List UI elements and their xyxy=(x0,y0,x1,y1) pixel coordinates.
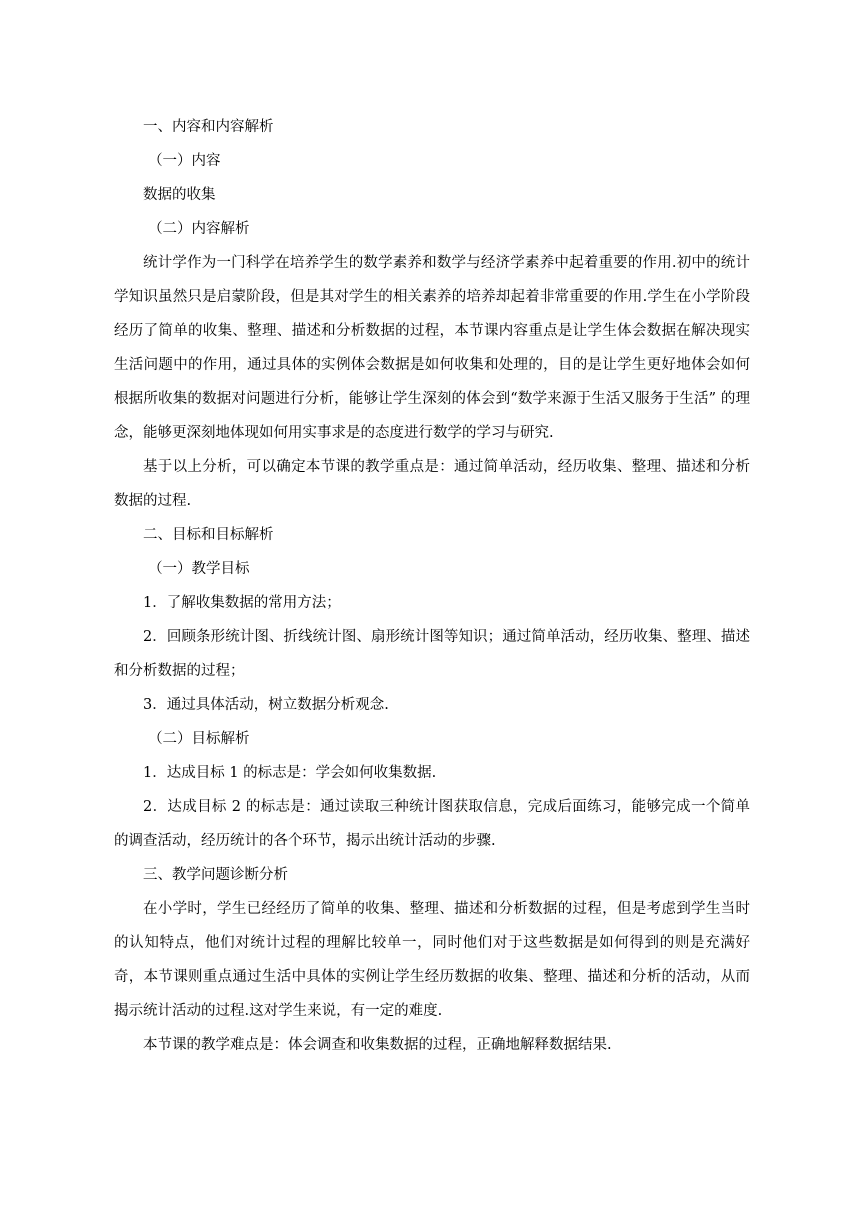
diagnosis-paragraph: 在小学时，学生已经经历了简单的收集、整理、描述和分析数据的过程，但是考虑到学生当时的认知特点，他们对统计过程的理解比较单一，同时他们对于这些数据是如何得到的则是充满好奇，本节课则重点通过生活中具体的实例让学生经历数据的收集、整理、描述和分析的活动，从而揭示统计活动的过程.这对学生来说，有一定的难度. xyxy=(114,901,750,1019)
objective-analysis-item-2: 2．达成目标 2 的标志是：通过读取三种统计图获取信息，完成后面练习，能够完成一个简单的调查活动，经历统计的各个环节，揭示出统计活动的步骤. xyxy=(114,799,750,849)
content-analysis-paragraph: 统计学作为一门科学在培养学生的数学素养和数学与经济学素养中起着重要的作用.初中的统计学知识虽然只是启蒙阶段，但是其对学生的相关素养的培养却起着非常重要的作用.学生在小学阶段经历了简单的收集、整理、描述和分析数据的过程，本节课内容重点是让学生体会数据在解决现实生活问题中的作用，通过具体的实例体会数据是如何收集和处理的，目的是让学生更好地体会如何根据所收集的数据对问题进行分析，能够让学生深刻的体会到“数学来源于生活又服务于生活” 的理念，能够更深刻地体现如何用实事求是的态度进行数学的学习与研究. xyxy=(114,255,750,441)
section-heading-content: 一、内容和内容解析 xyxy=(143,119,274,135)
document-body xyxy=(114,110,750,1062)
objective-item-1: 1．了解收集数据的常用方法； xyxy=(143,595,341,611)
objective-item-3: 3．通过具体活动，树立数据分析观念. xyxy=(143,697,389,713)
objective-analysis-item-1: 1．达成目标 1 的标志是：学会如何收集数据. xyxy=(143,765,437,781)
section-heading-objectives: 二、目标和目标解析 xyxy=(143,527,274,543)
teaching-difficulty-paragraph: 本节课的教学难点是：体会调查和收集数据的过程，正确地解释数据结果. xyxy=(143,1037,612,1053)
section-heading-diagnosis: 三、教学问题诊断分析 xyxy=(143,867,288,883)
subheading-teaching-objectives: （一）教学目标 xyxy=(148,561,250,577)
topic-title: 数据的收集 xyxy=(143,187,216,203)
teaching-focus-paragraph: 基于以上分析，可以确定本节课的教学重点是：通过简单活动，经历收集、整理、描述和分析数据的过程. xyxy=(114,459,750,509)
subheading-content-analysis: （二）内容解析 xyxy=(148,221,250,237)
subheading-objective-analysis: （二）目标解析 xyxy=(148,731,250,747)
subheading-content: （一）内容 xyxy=(148,153,221,169)
objective-item-2: 2．回顾条形统计图、折线统计图、扇形统计图等知识；通过简单活动，经历收集、整理、描述和分析数据的过程； xyxy=(114,629,750,679)
